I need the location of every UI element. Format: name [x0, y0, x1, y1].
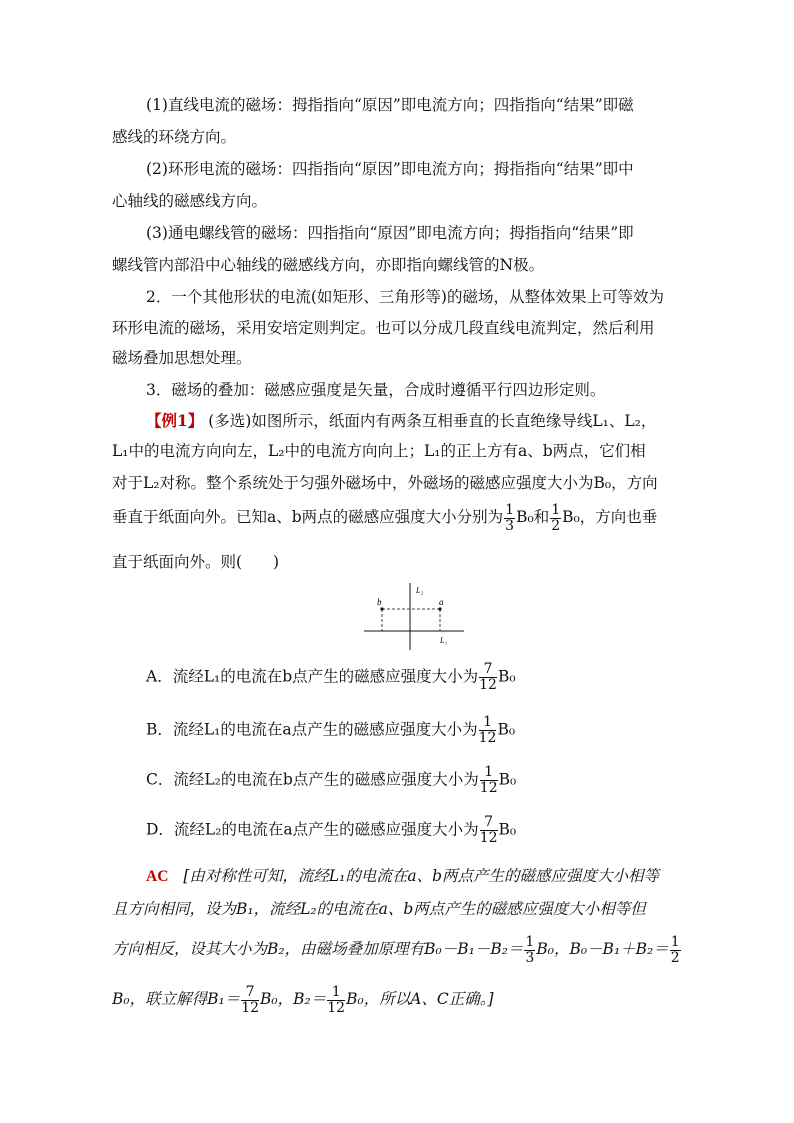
wire-figure: [360, 580, 470, 652]
example-tag: 【例1】: [146, 411, 204, 430]
para-3-line-1: (3)通电螺线管的磁场：四指指向“原因”即电流方向；拇指指向“结果”即: [146, 224, 634, 242]
answer-line-1-text: [由对称性可知，流经L₁的电流在a、b两点产生的磁感应强度大小相等: [183, 867, 660, 885]
label-b: b: [377, 597, 382, 607]
example-line-4c: B₀，方向也垂: [562, 508, 658, 526]
option-c: C．流经L₂的电流在b点产生的磁感应强度大小为 $\frac{1}{12}$ B₀: [146, 764, 517, 796]
para-2-line-2: 心轴线的磁感线方向。: [112, 192, 268, 210]
para-1-line-2: 感线的环绕方向。: [112, 128, 237, 146]
example-line-1: [146, 411, 656, 431]
example-line-4: [112, 498, 657, 536]
example-line-4a: 垂直于纸面向外。已知a、b两点的磁感应强度大小分别为: [112, 508, 504, 526]
point-b: [380, 607, 383, 610]
label-L2: L₂: [416, 586, 424, 595]
example-line-1-text: (多选)如图所示，纸面内有两条互相垂直的长直绝缘导线L₁、L₂，: [208, 412, 657, 430]
example-line-4b: B₀和: [516, 508, 550, 526]
option-a: A．流经L₁的电流在b点产生的磁感应强度大小为 $\frac{7}{12}$ B₀: [146, 661, 516, 693]
label-a: a: [439, 597, 444, 607]
example-line-2: L₁中的电流方向向左，L₂中的电流方向向上；L₁的正上方有a、b两点，它们相: [112, 442, 646, 460]
para-2-line-1: (2)环形电流的磁场：四指指向“原因”即电流方向；拇指指向“结果”即中: [146, 160, 634, 178]
answer-line-2: 且方向相同，设为B₁，流经L₂的电流在a、b两点产生的磁感应强度大小相等但: [112, 900, 646, 918]
para-3-line-2: 螺线管内部沿中心轴线的磁感线方向，亦即指向螺线管的N极。: [112, 256, 545, 274]
para-5: 3．磁场的叠加：磁感应强度是矢量，合成时遵循平行四边形定则。: [146, 381, 606, 399]
answer-line-3: 方向相反，设其大小为B₂，由磁场叠加原理有B₀－B₁－B₂＝ $\frac{1}{3}$ B₀，B₀－B₁＋B₂＝ $\frac{1}{2}$: [112, 933, 680, 966]
option-d: D．流经L₂的电流在a点产生的磁感应强度大小为 $\frac{7}{12}$ B₀: [146, 814, 517, 846]
option-b: B．流经L₁的电流在a点产生的磁感应强度大小为 $\frac{1}{12}$ B₀: [146, 714, 516, 746]
answer-line-1: [146, 866, 659, 887]
point-a: [438, 607, 441, 610]
para-4-line-1: 2．一个其他形状的电流(如矩形、三角形等)的磁场，从整体效果上可等效为: [146, 288, 664, 306]
para-4-line-2: 环形电流的磁场，采用安培定则判定。也可以分成几段直线电流判定，然后利用: [112, 319, 655, 337]
label-L1: L₁: [440, 636, 448, 645]
answer-key: AC: [146, 868, 169, 885]
para-4-line-3: 磁场叠加思想处理。: [112, 349, 252, 367]
example-line-5: 直于纸面向外。则( ): [112, 553, 280, 571]
fraction-one-half: $\frac{1}{2}$: [551, 501, 561, 534]
fraction-one-third: $\frac{1}{3}$: [505, 501, 515, 534]
answer-line-4: B₀，联立解得B₁＝ $\frac{7}{12}$ B₀，B₂＝ $\frac{1}{12}$ B₀，所以A、C正确。]: [112, 983, 494, 1016]
para-1-line-1: (1)直线电流的磁场：拇指指向“原因”即电流方向；四指指向“结果”即磁: [146, 96, 634, 114]
example-line-3: 对于L₂对称。整个系统处于匀强外磁场中，外磁场的磁感应强度大小为B₀，方向: [112, 474, 658, 492]
